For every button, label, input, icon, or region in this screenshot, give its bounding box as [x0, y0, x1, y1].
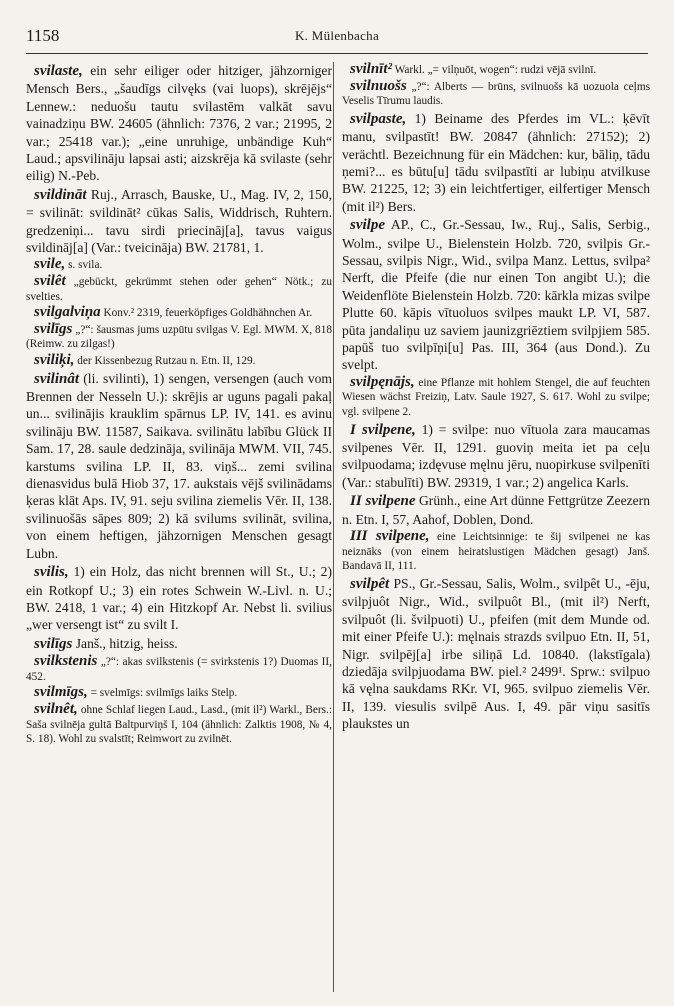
dictionary-entry	[26, 322, 332, 352]
left-column	[26, 62, 332, 748]
dictionary-entry	[26, 274, 332, 304]
entry-text: eine Leichtsinnige: te šij svilpenei ne kas neiznāks (von einem heiratslustigen Mädchen gesagt) Janš. Bandavā II, 111.	[342, 531, 651, 573]
dictionary-entry	[26, 257, 332, 273]
page-header	[26, 26, 648, 48]
dictionary-entry	[26, 305, 332, 321]
dictionary-entry	[342, 529, 650, 574]
right-column	[342, 62, 650, 734]
dictionary-entry	[26, 370, 332, 562]
dictionary-entry	[342, 421, 650, 492]
entry-headword: svilpe	[350, 217, 385, 234]
entry-text: = svelmīgs: svilmīgs laiks Stelp.	[87, 687, 238, 700]
entry-text: AP., C., Gr.-Sessau, Iw., Ruj., Salis, Serbig., Wolm., svilpe U., Bielenstein Holzb. 720, svilpis Gr.-Sessau, svilpis Nigr., Wid., svilpa Manz. Lettus, svilpa² Nerft, die Pfeife (die nur einen Ton angibt U.); die Weidenflöte Bielenstein Holzb. 720: kārkla mizas svilpe Plutte 60. kāpis vītuoluos svilpes maukt LP. VI, 587. pūta jandaliņu uz saviem jaunizgriēztiem svilpjiem 585. papūš tuo svilpīņi[u] Pas. III, 364 (aus Dond.). Zu svelpt.	[342, 217, 650, 373]
entry-text: Janš., hitzig, heiss.	[72, 635, 178, 651]
entry-headword: svilpęnājs,	[350, 373, 415, 390]
entry-text: Ruj., Arrasch, Bauske, U., Mag. IV, 2, 150, = svilināt: svildināt² cūkas Salis, Widdrisch, Ruhtern. gredzeniņi... tavu sirdi priecināj[a], tavus vaigus svildināj[a] (Var.: tveicināja) BW. 21781, 1.	[26, 186, 332, 256]
dictionary-entry	[342, 492, 650, 528]
entry-headword: svilis,	[34, 564, 69, 581]
entry-text: der Kissenbezug Rutzau n. Etn. II, 129.	[74, 355, 256, 368]
entry-headword: sviliķi,	[34, 352, 75, 369]
dictionary-entry	[26, 186, 332, 257]
entry-headword: svilnêt,	[34, 700, 78, 717]
entry-headword: II svilpene	[350, 493, 416, 510]
entry-headword: svilnīt²	[350, 61, 393, 77]
dictionary-entry	[26, 702, 332, 747]
dictionary-entry	[342, 110, 650, 215]
running-head: K. Mülenbacha	[294, 28, 380, 43]
entry-text: ein sehr eiliger oder hitziger, jähzorniger Mensch Bers., „šaudīgs cilvęks (vai luops), skrējējs“ Lennew.: neduošu tautu svilastēm valkāt savu vainadziņu BW. 24605 (ähnlich: 7376, 2 var.; 21995, 2 var.; 25418 var.); „eine unruhige, unbändige Kuh“ Laud.; apsvilināju lapsai asti; aizskrēja kā svilaste (sehr eilig) N.-Peb.	[26, 63, 332, 184]
dictionary-entry	[342, 62, 650, 78]
entry-text: „?“: akas svilkstenis (= svirkstenis 1?) Duomas II, 452.	[26, 656, 332, 683]
entry-headword: III svilpene,	[350, 528, 430, 545]
entry-headword: svilkstenis	[34, 653, 98, 670]
dictionary-entry	[26, 685, 332, 701]
entry-headword: svilpêt	[350, 575, 390, 592]
dictionary-entry	[26, 563, 332, 634]
entry-headword: I svilpene,	[350, 421, 416, 438]
entry-headword: svilīgs	[34, 635, 73, 652]
entry-text: 1) Beiname des Pferdes im VL.: ķēvīt manu, svilpastīt! BW. 20847 (ähnlich: 27152); 2) verächtl. Bezeichnung für ein Mädchen: kur, bāliņ, tādu ņemi?... es būtu[u] tādu svilpastīti ar lubiņu atvilkuse BW. 21225, 12; 3) ein leichtfertiger, eilfertiger Mensch (mit il²) Bers.	[342, 110, 650, 214]
dictionary-entry	[342, 79, 650, 109]
entry-headword: svilpaste,	[350, 110, 407, 127]
entry-text: PS., Gr.-Sessau, Salis, Wolm., svilpêt U., -ēju, svilpjuôt Nigr., Wid., svilpuôt Bl., (mit il²) Nerft, svilpuôt (li. švilpuoti) U., pfeifen (mit dem Munde od. mit einer Pfeife U.): męlnais strazds svilpuo Etn. II, 51, Nigr. svilpēj[a] irbe siliņā Ld. 10840. (lakstīgala) dziedāja svilpjuodama BW. piel.² 2499¹. Sprw.: svilpuo kā vęlna saukdams RKr. VI, 965. svilpuo ziemelis Vēr. II, 139. viesulis svilpē Aus. I, 49. pār viņu sasitīs plaukstes un	[342, 575, 650, 732]
entry-headword: svilaste,	[34, 63, 83, 79]
dictionary-entry	[26, 62, 332, 185]
header-rule	[26, 53, 648, 54]
entry-headword: svilgalviņa	[34, 304, 101, 321]
dictionary-entry	[26, 635, 332, 653]
entry-text: ohne Schlaf liegen Laud., Lasd., (mit il²) Warkl., Bers.: Saša svilnēja gultā Baltpurviņš I, 104 (ähnlich: Zalktis 1908, № 4, S. 18). Wohl zu svalstīt; Reimwort zu zvilnēt.	[26, 703, 332, 746]
dictionary-entry	[342, 575, 650, 733]
entry-text: 1) ein Holz, das nicht brennen will St., U.; 2) ein Rotkopf U.; 3) ein rotes Schwein W.-Livl. n. U.; BW. 2418, 1 var.; 4) ein Hitzkopf Ar. Nebst li. svilius „wer versengt ist“ zu svilt I.	[26, 564, 332, 633]
dictionary-entry	[342, 375, 650, 420]
entry-headword: svilīgs	[34, 320, 73, 337]
entry-text: „gebückt, gekrümmt stehen oder gehen“ Nötk.; zu svelties.	[26, 276, 332, 303]
entry-headword: svilêt	[34, 273, 66, 290]
dictionary-entry	[342, 216, 650, 374]
entry-text: Warkl. „= vilņuōt, wogen“: rudzi vējā svilnī.	[392, 64, 597, 76]
entry-text: eine Pflanze mit hohlem Stengel, die auf feuchten Wiesen wächst Freiziņ, Latv. Saule 1927, S. 617. Wohl zu svilpe; vgl. svilpene 2.	[342, 376, 650, 419]
entry-headword: svilnuošs	[350, 77, 407, 94]
page-number: 1158	[26, 26, 60, 45]
entry-headword: svile,	[34, 256, 66, 273]
entry-headword: svilinât	[34, 370, 80, 387]
entry-headword: svilmīgs,	[34, 684, 88, 701]
entry-text: Konv.² 2319, feuerköpfiges Goldhähnchen Ar.	[100, 307, 313, 320]
entry-text: 1) = svilpe: nuo vītuola zara maucamas svilpenes Vēr. II, 1291. guoviņ meita iet pa ceļu svilpuodama; izdęvuse męlnu jēru, nuopirkuse svilpenīti (Var.: stabulīti) BW. 29319, 1 var.; 2) angelica Karls.	[342, 421, 650, 490]
entry-text: „?“: šausmas jums uzpūtu svilgas V. Egl. MWM. X, 818 (Reimw. zu zilgas!)	[26, 323, 332, 351]
entry-headword: svildināt	[34, 186, 87, 203]
dictionary-entry	[26, 353, 332, 369]
entry-text: s. svila.	[65, 259, 103, 272]
dictionary-entry	[26, 654, 332, 684]
entry-text: Grünh., eine Art dünne Fettgrütze Zeezern n. Etn. I, 57, Aahof, Doblen, Dond.	[342, 493, 650, 527]
entry-text: „?“: Alberts — brūns, svilnuošs kā uozuola ceļms Veselis Tīrumu laudis.	[342, 80, 650, 108]
entry-text: (li. svilinti), 1) sengen, versengen (auch vom Brennen der Nesseln U.): skrējis ar uguns pagali pakaļ un... svilinājis krauklim spārnus LP. IV, 141. es avinu svilināju BW. 11587, Saikava. svilinātu labību Glück II Sam. 17, 28. saule dedzināja, svilināja MWM. VII, 745. karstums svilina LP. II, 83. viņš... zemi svilina dienasvidus bulā Hiob 37, 17. aukstais vējš svilinādams ķeras klāt Aps. IV, 91. seju svilina ziemelis Vēr. II, 138. svilinuošās sāpes 809; 2) kā svilums svilināt, svilina, von einem heftigen, jähzornigen Menschen gesagt Lubn.	[26, 370, 332, 561]
column-divider	[333, 62, 334, 992]
